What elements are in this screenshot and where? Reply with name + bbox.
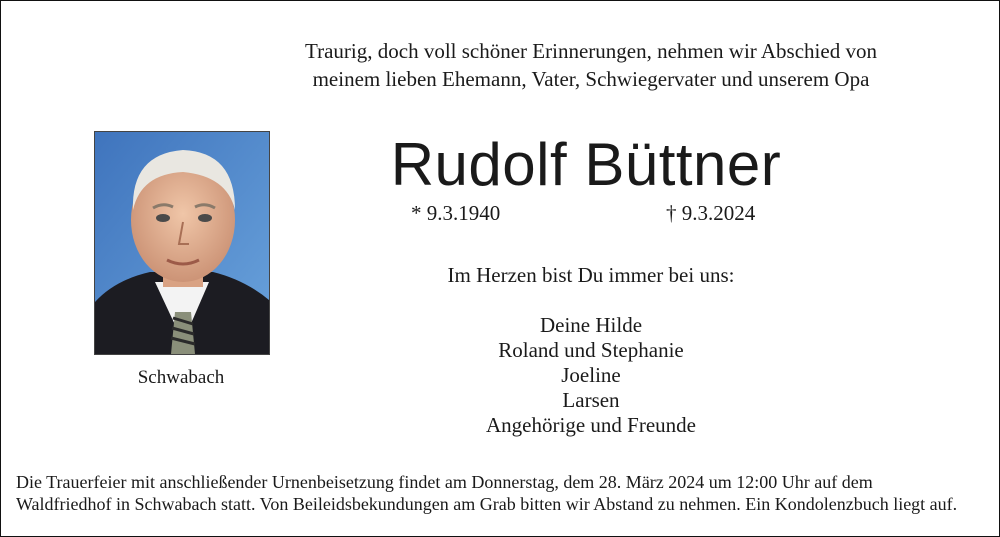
intro-line-2: meinem lieben Ehemann, Vater, Schwiegervater und unserem Opa [312, 67, 870, 91]
birth-date: * 9.3.1940 [411, 201, 501, 225]
intro-text [271, 37, 911, 93]
mourners-list [431, 313, 751, 438]
notice-line-1: Die Trauerfeier mit anschließender Urnenbeisetzung findet am Donnerstag, dem 28. März 2024 um 12:00 Uhr auf dem [16, 472, 873, 492]
death-date: † 9.3.2024 [666, 201, 756, 225]
portrait-photo [94, 131, 270, 355]
mourner-item: Angehörige und Freunde [486, 413, 696, 437]
mourner-item: Deine Hilde [539, 313, 643, 337]
notice-line-2: Waldfriedhof in Schwabach statt. Von Beileidsbekundungen am Grab bitten wir Abstand zu nehmen. Ein Kondolenzbuch liegt auf. [16, 494, 958, 514]
funeral-notice [16, 471, 991, 515]
deceased-name: Rudolf Büttner [390, 131, 782, 198]
intro-line-1: Traurig, doch voll schöner Erinnerungen, nehmen wir Abschied von [305, 39, 877, 63]
portrait-image [95, 132, 269, 354]
mourner-item: Larsen [562, 388, 620, 412]
place-label: Schwabach [137, 367, 225, 388]
mourner-item: Joeline [561, 363, 621, 387]
mourner-item: Roland und Stephanie [498, 338, 684, 362]
motto-text: Im Herzen bist Du immer bei uns: [447, 263, 735, 287]
